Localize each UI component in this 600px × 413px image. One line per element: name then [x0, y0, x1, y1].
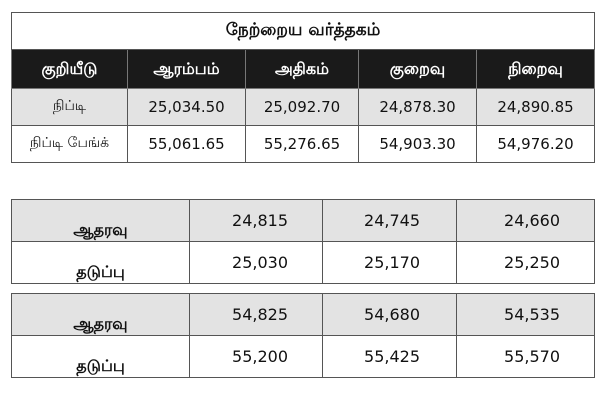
resistance-row — [12, 242, 595, 284]
resistance-label: தடுப்பு — [12, 336, 190, 378]
low-value: 24,878.30 — [359, 89, 477, 126]
support-value-3: 54,535 — [457, 294, 595, 336]
resistance-value-2: 55,425 — [323, 336, 457, 378]
open-value: 25,034.50 — [128, 89, 246, 126]
banknifty-levels-table — [11, 293, 595, 378]
row-label: நிப்டி — [12, 89, 128, 126]
resistance-value-1: 55,200 — [190, 336, 323, 378]
nifty-levels-table — [11, 199, 595, 284]
high-value: 55,276.65 — [246, 126, 359, 163]
support-row — [12, 200, 595, 242]
resistance-value-3: 55,570 — [457, 336, 595, 378]
header-open: ஆரம்பம் — [128, 50, 246, 89]
support-label: ஆதரவு — [12, 200, 190, 242]
table-title: நேற்றைய வர்த்தகம் — [12, 13, 595, 50]
open-value: 55,061.65 — [128, 126, 246, 163]
support-label: ஆதரவு — [12, 294, 190, 336]
table-row — [12, 126, 595, 163]
trading-table — [11, 12, 595, 163]
support-value-3: 24,660 — [457, 200, 595, 242]
resistance-label: தடுப்பு — [12, 242, 190, 284]
close-value: 24,890.85 — [477, 89, 595, 126]
support-value-1: 54,825 — [190, 294, 323, 336]
resistance-value-3: 25,250 — [457, 242, 595, 284]
low-value: 54,903.30 — [359, 126, 477, 163]
table-row — [12, 89, 595, 126]
header-row — [12, 50, 595, 89]
support-value-1: 24,815 — [190, 200, 323, 242]
resistance-row — [12, 336, 595, 378]
resistance-value-1: 25,030 — [190, 242, 323, 284]
support-value-2: 24,745 — [323, 200, 457, 242]
resistance-value-2: 25,170 — [323, 242, 457, 284]
header-symbol: குறியீடு — [12, 50, 128, 89]
row-label: நிப்டி பேங்க் — [12, 126, 128, 163]
support-row — [12, 294, 595, 336]
high-value: 25,092.70 — [246, 89, 359, 126]
header-close: நிறைவு — [477, 50, 595, 89]
close-value: 54,976.20 — [477, 126, 595, 163]
support-value-2: 54,680 — [323, 294, 457, 336]
header-low: குறைவு — [359, 50, 477, 89]
header-high: அதிகம் — [246, 50, 359, 89]
